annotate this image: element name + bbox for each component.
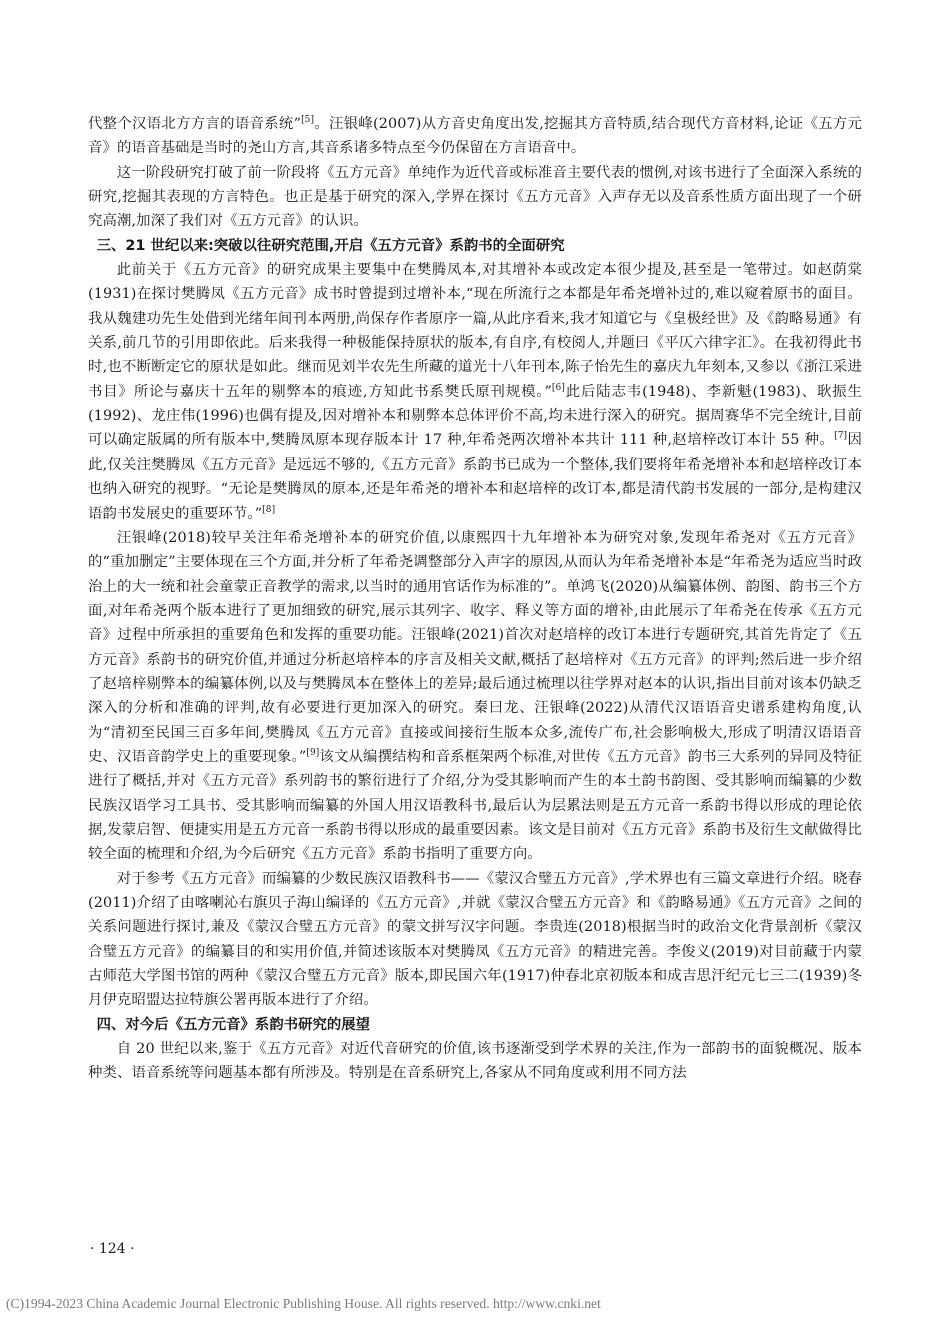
text-run: 此前关于《五方元音》的研究成果主要集中在樊腾凤本,对其增补本或改定本很少提及,甚至是一笔带过。如赵荫棠(1931)在探讨樊腾凤《五方元音》成书时曾提到过增补本,“现在所流行之本都是年希尧增补过的,难以窥着原书的面目。我从魏建功先生处借到光绪年间刊本两册,尚保存作者原序一篇,从此序看来,我才知道它与《皇极经世》及《韵略易通》有关系,前几节的引用即依此。后来我得一种极能保持原状的版本,有自序,有校阅人,并题曰《平仄六律字汇》。在我初得此书时,也不断断定它的原状是如此。继而见刘半农先生所藏的道光十八年刊本,陈子怡先生的嘉庆九年刻本,又参以《浙江采进书目》所论与嘉庆十五年的剔弊本的痕迹,方知此书系樊氏原刊规模。” xyxy=(88,262,862,400)
citation-9[interactable]: [9] xyxy=(306,747,320,758)
paragraph-2: 这一阶段研究打破了前一阶段将《五方元音》单纯作为近代音或标准音主要代表的惯例,对该书进行了全面深入系统的研究,挖掘其表现的方言特色。也正是基于研究的深入,学界在探讨《五方元音》入声存无以及音系性质方面出现了一个研究高潮,加深了我们对《五方元音》的认识。 xyxy=(88,164,862,230)
article-body xyxy=(88,112,862,1086)
text-run: 代整个汉语北方方言的语音系统” xyxy=(88,116,302,132)
paragraph-1 xyxy=(88,112,862,161)
citation-5[interactable]: [5] xyxy=(301,115,315,125)
citation-6[interactable]: [6] xyxy=(551,382,565,393)
citation-8[interactable]: [8] xyxy=(262,504,276,515)
paragraph-6: 自 20 世纪以来,鉴于《五方元音》对近代音研究的价值,该书逐渐受到学术界的关注,作为一部韵书的面貌概况、版本种类、语音系统等问题基本都有所涉及。特别是在音系研究上,各家从不同角度或利用不同方法 xyxy=(88,1041,862,1082)
copyright-footer: (C)1994-2023 China Academic Journal Electronic Publishing House. All rights reserved. http://www.cnki.net xyxy=(6,1296,601,1311)
text-run: 该文从编撰结构和音系框架两个标准,对世传《五方元音》韵书三大系列的异同及特征进行了概括,并对《五方元音》系列韵书的繁衍进行了介绍,分为受其影响而产生的本土韵书韵图、受其影响而编纂的少数民族汉语学习工具书、受其影响而编纂的外国人用汉语教科书,最后认为层累法则是五方元音一系韵书得以形成的理论依据,发蒙启智、便捷实用是五方元音一系韵书得以形成的最重要因素。该文是目前对《五方元音》系韵书及衍生文献做得比较全面的梳理和介绍,为今后研究《五方元音》系韵书指明了重要方向。 xyxy=(88,748,862,863)
citation-7[interactable]: [7] xyxy=(834,431,848,442)
section-heading-4: 四、对今后《五方元音》系韵书研究的展望 xyxy=(96,1016,371,1033)
page-number: · 124 · xyxy=(90,1241,135,1257)
text-run: 因此,仅关注樊腾凤《五方元音》是远远不够的,《五方元音》系韵书已成为一个整体,我们要将年希尧增补本和赵培梓改订本也纳入研究的视野。“无论是樊腾凤的原本,还是年希尧的增补本和赵培梓的改订本,都是清代韵书发展的一部分,是构建汉语韵书发展史的重要环节。” xyxy=(88,432,862,522)
text-run: 。汪银峰(2007)从方音史角度出发,挖掘其方音特质,结合现代方音材料,论证《五方元音》的语音基础是当时的尧山方言,其音系诸多特点至今仍保留在方言语音中。 xyxy=(88,116,863,157)
paragraph-4 xyxy=(88,526,862,867)
paragraph-3 xyxy=(88,258,862,526)
text-run: 此后陆志韦(1948)、李新魁(1983)、耿振生(1992)、龙庄伟(1996)也偶有提及,因对增补本和剔弊本总体评价不高,均未进行深入的研究。据周赛华不完全统计,目前可以确定版属的所有版本中,樊腾凤原本现存版本计 17 种,年希尧两次增补本共计 111 种,赵培梓改订本计 55 种。 xyxy=(88,383,862,449)
paragraph-5: 对于参考《五方元音》而编纂的少数民族汉语教科书——《蒙汉合璧五方元音》,学术界也有三篇文章进行介绍。晓春(2011)介绍了由喀喇沁右旗贝子海山编译的《五方元音》,并就《蒙汉合璧五方元音》和《韵略易通》《五方元音》之间的关系问题进行探讨,兼及《蒙汉合璧五方元音》的蒙文拼写汉字问题。李贵连(2018)根据当时的政治文化背景剖析《蒙汉合璧五方元音》的编纂目的和实用价值,并简述该版本对樊腾凤《五方元音》的精进完善。李俊义(2019)对目前藏于内蒙古师范大学图书馆的两种《蒙汉合璧五方元音》版本,即民国六年(1917)仲春北京初版本和成吉思汗纪元七三二(1939)冬月伊克昭盟达拉特旗公署再版本进行了介绍。 xyxy=(88,870,862,1009)
section-heading-3: 三、21 世纪以来:突破以往研究范围,开启《五方元音》系韵书的全面研究 xyxy=(96,237,565,254)
text-run: 汪银峰(2018)较早关注年希尧增补本的研究价值,以康熙四十九年增补本为研究对象,发现年希尧对《五方元音》的“重加删定”主要体现在三个方面,并分析了年希尧调整部分入声字的原因,从而认为年希尧增补本是“年希尧为适应当时政治上的大一统和社会童蒙正音教学的需求,以当时的通用官话作为标准的”。单鸿飞(2020)从编纂体例、韵图、韵书三个方面,对年希尧两个版本进行了更加细致的研究,展示其列字、收字、释义等方面的增补,由此展示了年希尧在传承《五方元音》过程中所承担的重要角色和发挥的重要功能。汪银峰(2021)首次对赵培梓的改订本进行专题研究,其首先肯定了《五方元音》系韵书的研究价值,并通过分析赵培梓本的序言及相关文献,概括了赵培梓对《五方元音》的评判;然后进一步介绍了赵培梓剔弊本的编纂体例,以及与樊腾凤本在整体上的差异;最后通过梳理以往学界对赵本的认识,指出目前对该本仍缺乏深入的分析和准确的评判,故有必要进行更加深入的研究。秦曰龙、汪银峰(2022)从清代汉语语音史谱系建构角度,认为“清初至民国三百多年间,樊腾凤《五方元音》直接或间接衍生版本众多,流传广布,社会影响极大,形成了明清汉语语音史、汉语音韵学史上的重要现象。” xyxy=(88,529,862,765)
